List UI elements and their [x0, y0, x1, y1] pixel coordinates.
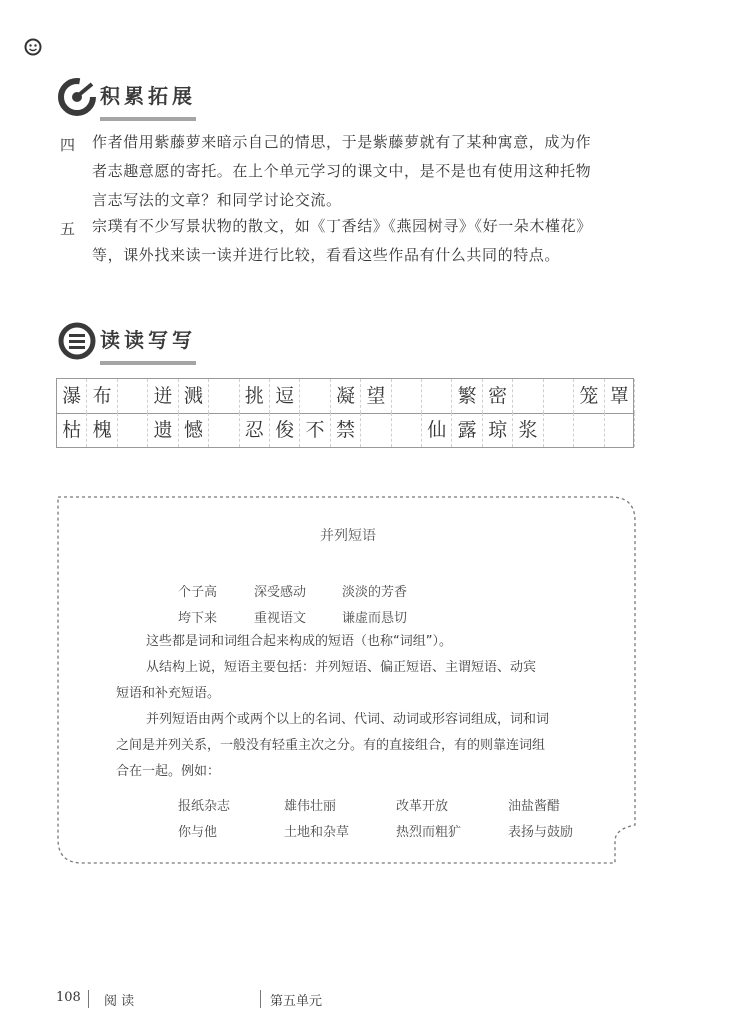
- vocab-char: 露: [452, 413, 482, 447]
- vocab-char: 密: [483, 379, 513, 413]
- page-number: 108: [56, 990, 81, 1005]
- example: 重视语文: [254, 611, 307, 626]
- vocab-char: 仙: [422, 413, 452, 447]
- vocab-char: 迸: [148, 379, 178, 413]
- vocab-char: 俊: [270, 413, 300, 447]
- vocab-char: 繁: [452, 379, 482, 413]
- vocab-char: 瀑: [57, 379, 87, 413]
- section-title-accumulate: 积累拓展: [100, 80, 196, 121]
- section-title-read-write: 读读写写: [100, 324, 196, 365]
- footer-divider: [260, 990, 261, 1008]
- paragraph-2-line-2: 短语和补充短语。: [116, 686, 221, 701]
- paragraph-3-line-1: 并列短语由两个或两个以上的名词、代词、动词或形容词组成，词和词: [146, 712, 550, 727]
- vocab-char: 不: [300, 413, 330, 447]
- vocab-char: [209, 413, 239, 447]
- vocab-char: 忍: [240, 413, 270, 447]
- vocab-char: 溅: [179, 379, 209, 413]
- vocab-char: [513, 379, 543, 413]
- vocab-char: [574, 413, 604, 447]
- example: 土地和杂草: [284, 825, 350, 840]
- example: 表扬与鼓励: [508, 825, 574, 840]
- vocab-char: [544, 379, 574, 413]
- vocab-char: [300, 379, 330, 413]
- vocab-char: 遗: [148, 413, 178, 447]
- vocab-char: [422, 379, 452, 413]
- example: 深受感动: [254, 585, 307, 600]
- vocab-char: 琼: [483, 413, 513, 447]
- paragraph-2-line-1: 从结构上说，短语主要包括：并列短语、偏正短语、主谓短语、动宾: [146, 660, 537, 675]
- vocab-char: 罩: [605, 379, 635, 413]
- item-number-5: 五: [60, 220, 76, 238]
- vocab-char: 望: [361, 379, 391, 413]
- vocab-char: [118, 413, 148, 447]
- read-write-icon: [58, 322, 96, 360]
- example: 你与他: [178, 825, 218, 840]
- parallel-phrase-box: [58, 497, 638, 864]
- example: 淡淡的芳香: [342, 585, 408, 600]
- example: 个子高: [178, 585, 218, 600]
- example: 垮下来: [178, 611, 218, 626]
- paragraph-3-line-3: 合在一起。例如：: [116, 764, 221, 779]
- footer-divider: [88, 990, 89, 1008]
- example: 报纸杂志: [178, 799, 231, 814]
- vocab-char: 禁: [331, 413, 361, 447]
- example: 改革开放: [396, 799, 449, 814]
- vocab-char: 憾: [179, 413, 209, 447]
- vocab-char: 逗: [270, 379, 300, 413]
- example: 热烈而粗犷: [396, 825, 462, 840]
- vocab-char: 槐: [87, 413, 117, 447]
- vocab-char: [544, 413, 574, 447]
- vocab-grid: [56, 378, 634, 448]
- footer-unit-label: 第五单元: [270, 994, 323, 1009]
- vocab-char: [392, 413, 422, 447]
- example: 谦虚而恳切: [342, 611, 408, 626]
- item-text-5: 宗璞有不少写景状物的散文，如《丁香结》《燕园树寻》《好一朵木槿花》 等，课外找来读一读并进行比较，看看这些作品有什么共同的特点。: [92, 217, 592, 264]
- vocab-char: [118, 379, 148, 413]
- vocab-char: 笼: [574, 379, 604, 413]
- vocab-char: 浆: [513, 413, 543, 447]
- box-title: 并列短语: [320, 528, 376, 544]
- paragraph-3-line-2: 之间是并列关系，一般没有轻重主次之分。有的直接组合，有的则靠连词组: [116, 738, 546, 753]
- footer-section-label: 阅 读: [104, 994, 135, 1009]
- item-number-4: 四: [60, 136, 76, 154]
- vocab-char: [392, 379, 422, 413]
- example: 油盐酱醋: [508, 799, 561, 814]
- accumulate-expand-icon: [58, 78, 96, 116]
- vocab-char: 挑: [240, 379, 270, 413]
- vocab-char: [361, 413, 391, 447]
- paragraph-1: 这些都是词和词组合起来构成的短语（也称“词组”）。: [146, 634, 452, 649]
- vocab-char: [605, 413, 635, 447]
- smiley-icon: [24, 38, 42, 56]
- example: 雄伟壮丽: [284, 799, 337, 814]
- vocab-char: 枯: [57, 413, 87, 447]
- vocab-char: 凝: [331, 379, 361, 413]
- vocab-char: 布: [87, 379, 117, 413]
- vocab-char: [209, 379, 239, 413]
- item-text-4: 作者借用紫藤萝来暗示自己的情思，于是紫藤萝就有了某种寓意，成为作 者志趣意愿的寄托。在上个单元学习的课文中，是不是也有使用这种托物 言志写法的文章？和同学讨论交流。: [92, 133, 592, 209]
